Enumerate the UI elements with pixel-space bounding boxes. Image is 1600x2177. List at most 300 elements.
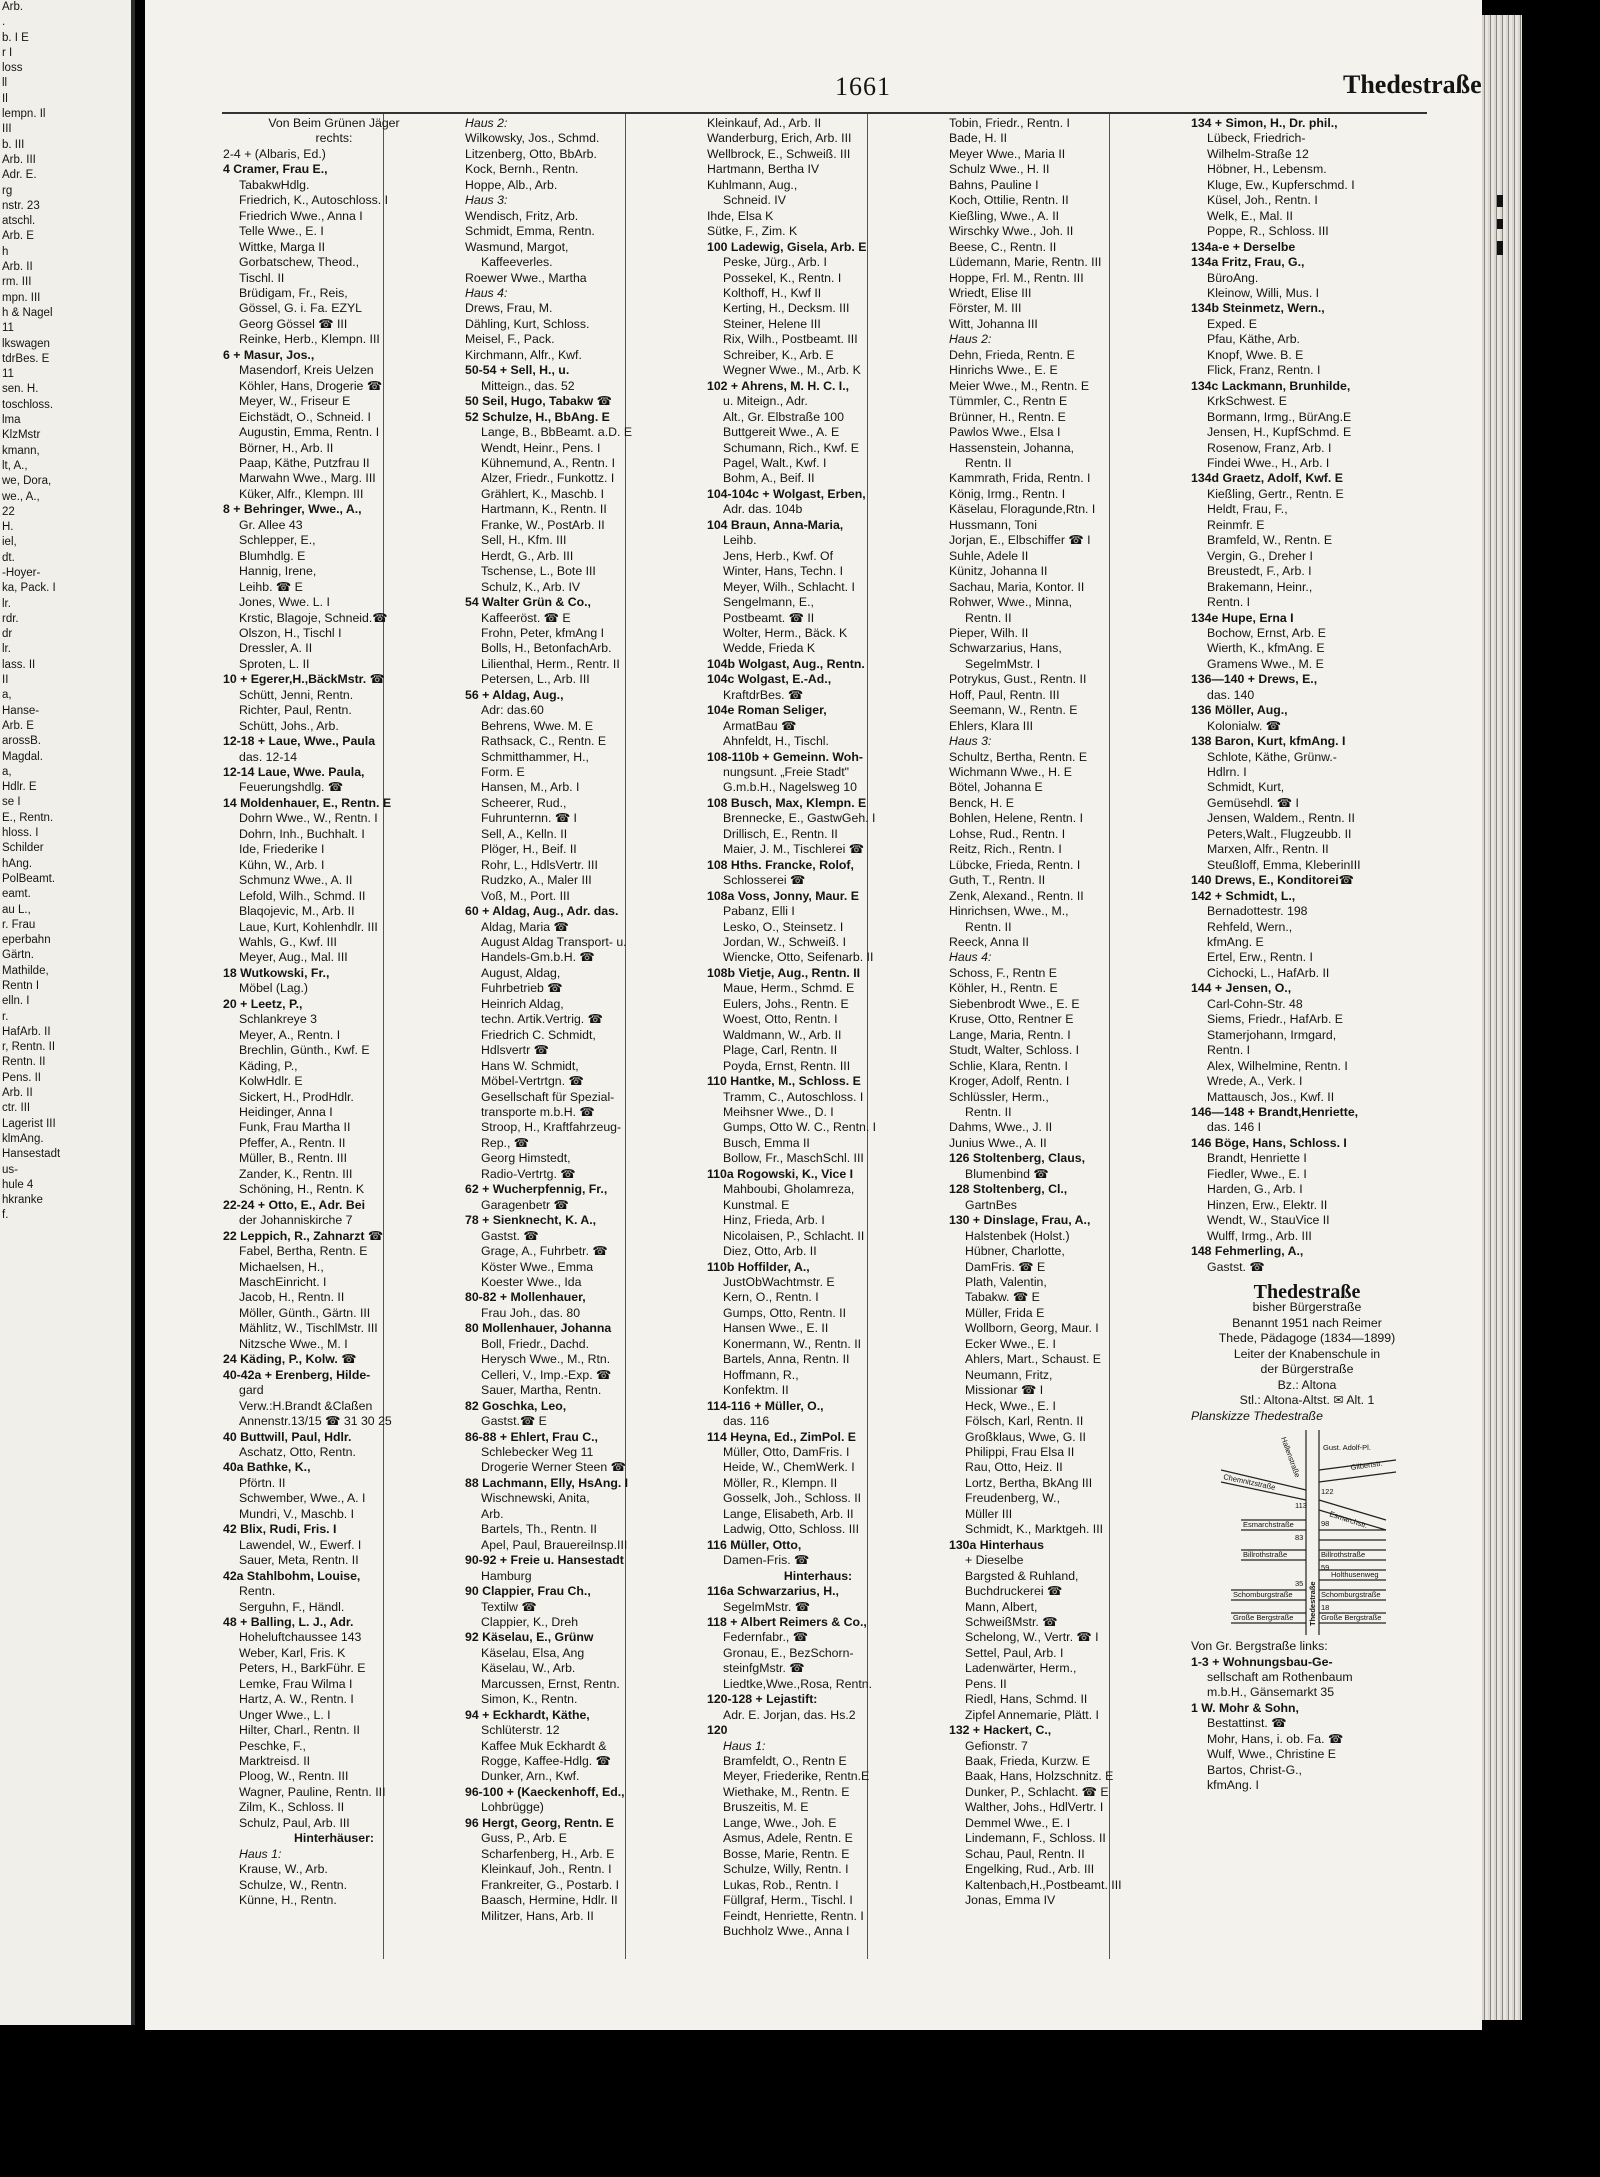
- directory-entry: 104-104c + Wolgast, Erben,: [707, 486, 866, 501]
- directory-entry: Blaqojevic, M., Arb. II: [239, 904, 355, 919]
- directory-entry: Schlote, Käthe, Grünw.-: [1207, 749, 1337, 764]
- directory-entry: Wasmund, Margot,: [465, 239, 569, 254]
- left-page-fragment: ctr. III: [2, 1102, 31, 1115]
- directory-entry: Höbner, H., Lebensm.: [1207, 162, 1327, 177]
- directory-entry: Rathsack, C., Rentn. E: [481, 734, 607, 749]
- directory-entry: Siebenbrodt Wwe., E. E: [949, 996, 1080, 1011]
- directory-entry: Meyer, Wilh., Schlacht. I: [723, 579, 855, 594]
- directory-entry: Sütke, F., Zim. K: [707, 224, 798, 239]
- directory-entry: Haus 1:: [239, 1846, 282, 1861]
- directory-entry: Rohr, L., HdlsVertr. III: [481, 857, 598, 872]
- directory-entry: Lohbrügge): [481, 1800, 544, 1815]
- directory-entry: Wellbrock, E., Schweiß. III: [707, 146, 851, 161]
- directory-entry: Laue, Kurt, Kohlenhdlr. III: [239, 919, 378, 934]
- directory-entry: 42 Blix, Rudi, Fris. I: [223, 1522, 337, 1537]
- directory-entry: Rentn. I: [1207, 595, 1251, 610]
- directory-entry: Rudzko, A., Maler III: [481, 873, 592, 888]
- directory-entry: Kießling, Wwe., A. II: [949, 208, 1060, 223]
- left-page-fragment: arossB.: [2, 735, 41, 748]
- directory-entry: SegelmMstr. ☎: [723, 1599, 811, 1614]
- directory-entry: 142 + Schmidt, L.,: [1191, 888, 1296, 903]
- directory-entry: Steiner, Helene III: [723, 316, 821, 331]
- directory-entry: 42a Stahlbohm, Louise,: [223, 1568, 361, 1583]
- directory-entry: Bartels, Th., Rentn. II: [481, 1522, 597, 1537]
- directory-entry: 8 + Behringer, Wwe., A.,: [223, 502, 362, 517]
- directory-entry: Jens, Herb., Kwf. Of: [723, 548, 834, 563]
- directory-entry: Freudenberg, W.,: [965, 1491, 1061, 1506]
- directory-entry: 120-128 + Lejastift:: [707, 1692, 818, 1707]
- directory-entry: Pfau, Käthe, Arb.: [1207, 332, 1300, 347]
- directory-entry: Küker, Alfr., Klempn. III: [239, 486, 364, 501]
- left-page-fragment: -Hoyer-: [2, 566, 41, 579]
- directory-entry: Lange, Elisabeth, Arb. II: [723, 1506, 854, 1521]
- directory-entry: Welk, E., Mal. II: [1207, 208, 1293, 223]
- directory-entry: Schwarzarius, Hans,: [949, 641, 1062, 656]
- directory-entry: Ladwig, Otto, Schloss. III: [723, 1522, 860, 1537]
- directory-entry: Wilhelm-Straße 12: [1207, 146, 1309, 161]
- directory-entry: 102 + Ahrens, M. H. C. I.,: [707, 378, 850, 393]
- directory-entry: Walther, Johs., HdlVertr. I: [965, 1800, 1104, 1815]
- directory-entry: 40 Buttwill, Paul, Hdlr.: [223, 1429, 352, 1444]
- directory-entry: Wriedt, Elise III: [949, 285, 1032, 300]
- directory-entry: 94 + Eckhardt, Käthe,: [465, 1707, 590, 1722]
- directory-entry: Harden, G., Arb. I: [1207, 1182, 1303, 1197]
- directory-entry: Hinterhaus:: [783, 1568, 853, 1583]
- directory-entry: das. 116: [723, 1414, 770, 1429]
- directory-entry: Müller III: [965, 1506, 1013, 1521]
- directory-entry: Studt, Walter, Schloss. I: [949, 1043, 1080, 1058]
- directory-entry: Haus 1:: [723, 1738, 766, 1753]
- directory-entry: 134e Hupe, Erna I: [1191, 610, 1294, 625]
- directory-entry: Waldmann, W., Arb. II: [723, 1027, 842, 1042]
- directory-entry: u. Miteign., Adr.: [723, 394, 808, 409]
- directory-entry: 96-100 + (Kaeckenhoff, Ed.,: [465, 1784, 625, 1799]
- directory-entry: Wendt, W., StauVice II: [1207, 1213, 1330, 1228]
- directory-entry: Müller, Otto, DamFris. I: [723, 1444, 850, 1459]
- directory-entry: 1 W. Mohr & Sohn,: [1191, 1700, 1299, 1715]
- street-info-box: [1191, 1280, 1423, 1794]
- directory-entry: Schmitthammer, H.,: [481, 749, 589, 764]
- directory-entry: Kühn, W., Arb. I: [239, 857, 325, 872]
- directory-entry: Schneid. IV: [723, 193, 786, 208]
- directory-entry: Kießling, Gertr., Rentn. E: [1207, 486, 1344, 501]
- directory-entry: 110b Hoffilder, A.,: [707, 1259, 810, 1274]
- directory-entry: Reinke, Herb., Klempn. III: [239, 332, 380, 347]
- directory-entry: 54 Walter Grün & Co.,: [465, 595, 591, 610]
- directory-entry: 132 + Hackert, C.,: [949, 1723, 1052, 1738]
- directory-entry: Hoppe, Frl. M., Rentn. III: [949, 270, 1084, 285]
- directory-entry: Gumps, Otto W. C., Rentn. I: [723, 1120, 877, 1135]
- directory-entry: Käding, P.,: [239, 1058, 298, 1073]
- directory-entry: Ide, Friederike I: [239, 842, 325, 857]
- directory-entry: Simon, K., Rentn.: [481, 1692, 578, 1707]
- left-page-fragment: lempn. Il: [2, 108, 46, 121]
- directory-entry: 146 Böge, Hans, Schloss. I: [1191, 1135, 1347, 1150]
- directory-entry: Demmel Wwe., E. I: [965, 1815, 1071, 1830]
- directory-entry: Friedrich C. Schmidt,: [481, 1027, 596, 1042]
- directory-entry: KrkSchwest. E: [1207, 394, 1287, 409]
- directory-entry: Schulze, Willy, Rentn. I: [723, 1862, 849, 1877]
- directory-entry: Sauer, Martha, Rentn.: [481, 1383, 602, 1398]
- directory-entry: Dohrn Wwe., W., Rentn. I: [239, 811, 378, 826]
- directory-entry: Schmunz Wwe., A. II: [239, 873, 353, 888]
- directory-entry: Dahms, Wwe., J. II: [949, 1120, 1053, 1135]
- map-label-grosse-berg-left: Große Bergstraße: [1233, 1613, 1294, 1623]
- directory-entry: 130a Hinterhaus: [949, 1537, 1045, 1552]
- directory-entry: Gramens Wwe., M. E: [1207, 656, 1324, 671]
- left-page-fragment: PolBeamt.: [2, 872, 56, 885]
- directory-entry: Feuerungshdlg. ☎: [239, 780, 344, 795]
- directory-entry: Lemke, Frau Wilma I: [239, 1676, 353, 1691]
- directory-entry: Hdlsvertr ☎: [481, 1043, 549, 1058]
- directory-entry: Mattausch, Jos., Kwf. II: [1207, 1089, 1335, 1104]
- directory-entry: Garagenbetr ☎: [481, 1197, 569, 1212]
- left-page-fragment: mpn. III: [2, 291, 41, 304]
- directory-entry: 108-110b + Gemeinn. Woh-: [707, 749, 863, 764]
- directory-entry: Wollborn, Georg, Maur. I: [965, 1321, 1099, 1336]
- directory-entry: Jacob, H., Rentn. II: [239, 1290, 345, 1305]
- directory-entry: Ahlers, Mart., Schaust. E: [965, 1352, 1101, 1367]
- directory-entry: Gumps, Otto, Rentn. II: [723, 1305, 847, 1320]
- directory-entry: Annenstr.13/15 ☎ 31 30 25: [239, 1414, 392, 1429]
- directory-entry: Wulff, Irmg., Arb. III: [1207, 1228, 1312, 1243]
- left-page-fragment: us-: [2, 1163, 18, 1176]
- directory-entry: Kluge, Ew., Kupferschmd. I: [1207, 177, 1355, 192]
- directory-entry: Dunker, Arn., Kwf.: [481, 1769, 580, 1784]
- directory-entry: Hansen Wwe., E. II: [723, 1321, 829, 1336]
- directory-entry: Schwember, Wwe., A. I: [239, 1491, 366, 1506]
- left-page-fragment: Il: [2, 92, 8, 105]
- directory-entry: Feindt, Henriette, Rentn. I: [723, 1908, 864, 1923]
- directory-entry: Buttgereit Wwe., A. E: [723, 425, 840, 440]
- directory-entry: Frohn, Peter, kfmAng I: [481, 625, 605, 640]
- directory-entry: Hinzen, Erw., Elektr. II: [1207, 1197, 1328, 1212]
- directory-entry: transporte m.b.H. ☎: [481, 1105, 595, 1119]
- directory-entry: Kammrath, Frida, Rentn. I: [949, 471, 1091, 486]
- left-page-fragment: HafArb. II: [2, 1025, 51, 1038]
- left-page-fragment: f.: [2, 1209, 9, 1222]
- directory-entry: Möbel (Lag.): [239, 981, 309, 996]
- directory-entry: Konfektm. II: [723, 1383, 789, 1398]
- directory-entry: Haus 4:: [465, 285, 508, 300]
- directory-entry: Sengelmann, E.,: [723, 595, 814, 610]
- directory-entry: Clappier, K., Dreh: [481, 1614, 579, 1629]
- directory-entry: Kaffeeverles.: [481, 255, 553, 270]
- directory-entry: 108b Vietje, Aug., Rentn. II: [707, 965, 861, 980]
- directory-entry: Pabanz, Elli I: [723, 904, 795, 919]
- directory-entry: 138 Baron, Kurt, kfmAng. I: [1191, 734, 1346, 749]
- directory-entry: Halstenbek (Holst.): [965, 1228, 1070, 1243]
- directory-entry: Petersen, L., Arb. III: [481, 672, 590, 687]
- left-page-fragment: Arb. E: [2, 719, 34, 732]
- directory-entry: Pieper, Wilh. II: [949, 625, 1029, 640]
- directory-entry: 14 Moldenhauer, E., Rentn. E: [223, 795, 392, 810]
- directory-entry: Ahnfeldt, H., Tischl.: [723, 734, 829, 749]
- directory-entry: KraftdrBes. ☎: [723, 687, 804, 702]
- directory-entry: 50 Seil, Hugo, Tabakw ☎: [465, 394, 612, 409]
- directory-entry: Litzenberg, Otto, BbArb.: [465, 146, 597, 161]
- binding-marks: [1495, 195, 1505, 275]
- directory-entry: Adr. E. Jorjan, das. Hs.2: [723, 1707, 856, 1722]
- directory-entry: Füllgraf, Herm., Tischl. I: [723, 1893, 853, 1908]
- directory-entry: Poppe, R., Schloss. III: [1207, 224, 1329, 239]
- left-page-fragment: sen. H.: [2, 383, 39, 396]
- directory-entry: Frankreiter, G., Postarb. I: [481, 1877, 620, 1892]
- directory-entry: Vergin, G., Dreher I: [1207, 548, 1313, 563]
- directory-entry: Hartz, A. W., Rentn. I: [239, 1692, 354, 1707]
- map-label-gilbert: Gilbertstr.: [1350, 1458, 1384, 1473]
- directory-entry: 48 + Balling, L. J., Adr.: [223, 1614, 354, 1629]
- directory-entry: Wanderburg, Erich, Arb. III: [707, 131, 852, 146]
- left-page-fragment: hule 4: [2, 1178, 34, 1191]
- directory-entry: Bargsted & Ruhland,: [965, 1568, 1079, 1583]
- directory-entry: Stroop, H., Kraftfahrzeug-: [481, 1120, 622, 1135]
- directory-entry: Schlosserei ☎: [723, 873, 806, 888]
- directory-entry: 82 Goschka, Leo,: [465, 1398, 567, 1413]
- directory-entry: Gastst. ☎: [1207, 1259, 1265, 1274]
- directory-entry: Alex, Wilhelmine, Rentn. I: [1207, 1058, 1348, 1073]
- directory-entry: König, Irmg., Rentn. I: [949, 486, 1066, 501]
- directory-column-1: [223, 116, 445, 1956]
- directory-entry: Rentn. II: [965, 455, 1012, 470]
- directory-entry: Kühnemund, A., Rentn. I: [481, 455, 615, 470]
- directory-entry: Wendt, Heinr., Pens. I: [481, 440, 601, 455]
- directory-entry: 96 Hergt, Georg, Rentn. E: [465, 1815, 614, 1830]
- map-number: 59: [1321, 1563, 1330, 1573]
- map-label-schomburg-right: Schomburgstraße: [1321, 1590, 1381, 1600]
- directory-entry: Georg Himstedt,: [481, 1151, 571, 1166]
- directory-entry: Diez, Otto, Arb. II: [723, 1244, 817, 1259]
- directory-entry: Hansen, M., Arb. I: [481, 780, 580, 795]
- directory-entry: Nicolaisen, P., Schlacht. II: [723, 1228, 865, 1243]
- directory-entry: 88 Lachmann, Elly, HsAng. I: [465, 1475, 629, 1490]
- directory-entry: Baak, Frieda, Kurzw. E: [965, 1754, 1091, 1769]
- left-page-fragment: lass. II: [2, 658, 36, 671]
- directory-entry: Gronau, E., BezSchorn-: [723, 1645, 854, 1660]
- street-after-entries: [1191, 1639, 1423, 1794]
- directory-entry: Baasch, Hermine, Hdlr. II: [481, 1893, 618, 1908]
- directory-entry: Mitteign., das. 52: [481, 378, 575, 393]
- directory-entry: Rentn.: [239, 1584, 276, 1599]
- directory-entry: Kunstmal. E: [723, 1197, 790, 1212]
- directory-entry: Wagner, Pauline, Rentn. III: [239, 1784, 386, 1799]
- directory-entry: 1-3 + Wohnungsbau-Ge-: [1191, 1654, 1333, 1669]
- directory-entry: August Aldag Transport- u.: [481, 935, 627, 950]
- directory-entry: Eulers, Johs., Rentn. E: [723, 996, 849, 1011]
- left-page-fragment: rdr.: [2, 612, 19, 625]
- directory-entry: Ehlers, Klara III: [949, 718, 1034, 733]
- directory-entry: Pagel, Walt., Kwf. I: [723, 455, 827, 470]
- directory-entry: Eichstädt, O., Schneid. I: [239, 409, 371, 424]
- directory-entry: Peters,Walt., Flugzeubb. II: [1207, 826, 1352, 841]
- directory-entry: 120: [707, 1723, 728, 1738]
- directory-entry: Riedl, Hans, Schmd. II: [965, 1692, 1088, 1707]
- directory-entry: das. 140: [1207, 687, 1255, 702]
- left-page-fragment: Lagerist III: [2, 1117, 56, 1130]
- directory-entry: Bramfeld, W., Rentn. E: [1207, 533, 1333, 548]
- left-page-fragment: b. I E: [2, 31, 29, 44]
- directory-entry: Boll, Friedr., Dachd.: [481, 1336, 589, 1351]
- directory-entry: Wierth, K., kfmAng. E: [1207, 641, 1325, 656]
- directory-entry: Schreiber, K., Arb. E: [723, 347, 834, 362]
- directory-entry: Bormann, Irmg., BürAng.E: [1207, 409, 1352, 424]
- directory-entry: Wittke, Marga II: [239, 239, 326, 254]
- directory-entry: Rosenow, Franz, Arb. I: [1207, 440, 1332, 455]
- directory-entry: Reinmfr. E: [1207, 517, 1265, 532]
- directory-entry: Plage, Carl, Rentn. II: [723, 1043, 838, 1058]
- left-page-fragment: Arb. E: [2, 230, 34, 243]
- directory-entry: Roewer Wwe., Martha: [465, 270, 587, 285]
- directory-entry: Federnfabr., ☎: [723, 1630, 809, 1645]
- directory-entry: Wiethake, M., Rentn. E: [723, 1784, 850, 1799]
- directory-entry: Mahboubi, Gholamreza,: [723, 1182, 855, 1197]
- directory-entry: Fuhrunternn. ☎ I: [481, 811, 577, 826]
- directory-entry: Adr: das.60: [481, 703, 544, 718]
- directory-entry: 62 + Wucherpfennig, Fr.,: [465, 1182, 608, 1197]
- directory-entry: Suhle, Adele II: [949, 548, 1029, 563]
- directory-entry: Schmidt, Emma, Rentn.: [465, 224, 595, 239]
- directory-entry: Peschke, F.,: [239, 1738, 306, 1753]
- directory-entry: 136—140 + Drews, E.,: [1191, 672, 1318, 687]
- directory-entry: Georg Gössel ☎ III: [239, 316, 348, 331]
- directory-entry: Käselau, W., Arb.: [481, 1661, 576, 1676]
- directory-entry: Heck, Wwe., E. I: [965, 1398, 1056, 1413]
- directory-entry: Drews, Frau, M.: [465, 301, 553, 316]
- left-page-fragment: hAng.: [2, 857, 33, 870]
- directory-entry: 90 Clappier, Frau Ch.,: [465, 1584, 591, 1599]
- directory-entry: Bramfeldt, O., Rentn E: [723, 1754, 847, 1769]
- directory-entry: Möbel-Vertrtgn. ☎: [481, 1074, 584, 1089]
- directory-entry: Guth, T., Rentn. II: [949, 873, 1046, 888]
- directory-entry: Haus 2:: [949, 332, 992, 347]
- left-page-fragment: we., A.,: [2, 490, 40, 503]
- left-page-fragment: lma: [2, 414, 21, 427]
- directory-entry: Brennecke, E., GastwGeh. I: [723, 811, 876, 826]
- directory-entry: 86-88 + Ehlert, Frau C.,: [465, 1429, 598, 1444]
- directory-entry: Meyer, Friederike, Rentn.E: [723, 1769, 870, 1784]
- directory-entry: Gefionstr. 7: [965, 1738, 1028, 1753]
- directory-entry: Kolonialw. ☎: [1207, 718, 1282, 733]
- street-description-line: Benannt 1951 nach Reimer: [1232, 1315, 1382, 1330]
- directory-entry: Haus 2:: [465, 116, 508, 130]
- directory-entry: Pfeffer, A., Rentn. II: [239, 1135, 346, 1150]
- directory-entry: Celleri, V., Imp.-Exp. ☎: [481, 1367, 612, 1382]
- directory-entry: Schau, Paul, Rentn. II: [965, 1846, 1085, 1861]
- directory-entry: Bestattinst. ☎: [1207, 1716, 1287, 1731]
- left-page-fragment: Pens. II: [2, 1071, 41, 1084]
- left-page-fragment: 11: [2, 368, 14, 381]
- left-page-fragment: ka, Pack. I: [2, 582, 56, 595]
- left-page-fragment: dr: [2, 628, 13, 641]
- directory-entry: 60 + Aldag, Aug., Adr. das.: [465, 904, 619, 919]
- directory-entry: Hdlrn. I: [1207, 765, 1247, 780]
- left-page-fragment: rg: [2, 184, 13, 197]
- directory-entry: Schulz Wwe., H. II: [949, 162, 1050, 177]
- directory-entry: 40a Bathke, K.,: [223, 1460, 311, 1475]
- directory-entry: Flick, Franz, Rentn. I: [1207, 363, 1321, 378]
- directory-entry: G.m.b.H., Nagelsweg 10: [723, 780, 857, 795]
- left-page-fragment: lr.: [2, 643, 11, 656]
- directory-entry: Möller, Günth., Gärtn. III: [239, 1305, 371, 1320]
- left-page-fragment: nstr. 23: [2, 199, 40, 212]
- directory-entry: Form. E: [481, 765, 525, 780]
- directory-entry: Kleinow, Willi, Mus. I: [1207, 285, 1320, 300]
- directory-entry: Bötel, Johanna E: [949, 780, 1043, 795]
- directory-entry: 108 Hths. Francke, Rolof,: [707, 857, 854, 872]
- directory-entry: Schöning, H., Rentn. K: [239, 1182, 365, 1197]
- left-page-fragment: r.: [2, 1010, 9, 1023]
- directory-entry: Krstic, Blagoje, Schneid.☎: [239, 610, 388, 625]
- directory-entry: Verw.:H.Brandt &Claßen: [239, 1398, 373, 1413]
- left-page-fragment: atschl.: [2, 215, 36, 228]
- directory-entry: Lange, B., BbBeamt. a.D. E: [481, 425, 633, 440]
- directory-entry: Lawendel, W., Ewerf. I: [239, 1537, 362, 1552]
- directory-entry: Blumhdlg. E: [239, 548, 306, 563]
- directory-entry: Rentn. I: [1207, 1043, 1251, 1058]
- directory-entry: 56 + Aldag, Aug.,: [465, 687, 564, 702]
- directory-entry: nungsunt. „Freie Stadt": [723, 765, 850, 780]
- directory-entry: Hoff, Paul, Rentn. III: [949, 687, 1060, 702]
- directory-entry: Wilkowsky, Jos., Schmd.: [465, 131, 600, 146]
- directory-entry: Bernadottestr. 198: [1207, 904, 1308, 919]
- directory-entry: Bohlen, Helene, Rentn. I: [949, 811, 1083, 826]
- directory-entry: Kaltenbach,H.,Postbeamt. III: [965, 1877, 1122, 1892]
- directory-entry: 114-116 + Müller, O.,: [707, 1398, 824, 1413]
- directory-entry: Exped. E: [1207, 316, 1257, 331]
- directory-entry: Bohm, A., Beif. II: [723, 471, 815, 486]
- directory-entry: Jorjan, E., Elbschiffer ☎ I: [949, 533, 1091, 548]
- directory-entry: Mohr, Hans, i. ob. Fa. ☎: [1207, 1731, 1344, 1746]
- left-page-fragment: klmAng.: [2, 1132, 44, 1145]
- directory-entry: Lindemann, F., Schloss. II: [965, 1831, 1106, 1846]
- directory-entry: Wrede, A., Verk. I: [1207, 1074, 1303, 1089]
- directory-entry: Dähling, Kurt, Schloss.: [465, 316, 590, 331]
- directory-entry: Fuhrbetrieb ☎: [481, 981, 563, 996]
- directory-entry: Wischnewski, Anita,: [481, 1491, 590, 1506]
- directory-entry: Mählitz, W., TischlMstr. III: [239, 1321, 378, 1336]
- directory-entry: Hinrichs Wwe., E. E: [949, 363, 1058, 378]
- directory-entry: Schlüterstr. 12: [481, 1723, 560, 1738]
- directory-entry: Alt., Gr. Elbstraße 100: [723, 409, 844, 424]
- directory-entry: 2-4 + (Albaris, Ed.): [223, 146, 326, 161]
- directory-entry: BüroAng.: [1207, 270, 1259, 285]
- directory-entry: 22 Leppich, R., Zahnarzt ☎: [223, 1228, 384, 1243]
- directory-entry: Heinrich Aldag,: [481, 996, 564, 1011]
- directory-entry: Beese, C., Rentn. II: [949, 239, 1057, 254]
- directory-entry: rechts:: [315, 131, 353, 146]
- directory-entry: Dunker, P., Schlacht. ☎ E: [965, 1784, 1109, 1799]
- directory-entry: 90-92 + Freie u. Hansestadt: [465, 1553, 624, 1568]
- directory-entry: Rohwer, Wwe., Minna,: [949, 595, 1073, 610]
- directory-entry: Kleinkauf, Joh., Rentn. I: [481, 1862, 612, 1877]
- directory-entry: Künne, H., Rentn.: [239, 1893, 337, 1908]
- left-page-fragment: .: [2, 16, 6, 29]
- directory-entry: Plöger, H., Beif. II: [481, 842, 577, 857]
- left-page-fragment: Mathilde,: [2, 964, 49, 977]
- directory-entry: Seemann, W., Rentn. E: [949, 703, 1078, 718]
- directory-entry: Scharfenberg, H., Arb. E: [481, 1846, 615, 1861]
- directory-entry: Schütt, Johs., Arb.: [239, 718, 339, 733]
- directory-entry: Ladenwärter, Herm.,: [965, 1661, 1077, 1676]
- directory-entry: Wichmann Wwe., H. E: [949, 765, 1072, 780]
- directory-entry: 104b Wolgast, Aug., Rentn.: [707, 656, 865, 671]
- directory-entry: Rogge, Kaffee-Hdlg. ☎: [481, 1754, 611, 1769]
- directory-entry: Hartmann, Bertha IV: [707, 162, 820, 177]
- directory-entry: 12-18 + Laue, Wwe., Paula: [223, 734, 376, 749]
- directory-entry: Lefold, Wilh., Schmd. II: [239, 888, 366, 903]
- directory-entry: 144 + Jensen, O.,: [1191, 981, 1292, 996]
- directory-entry: Grählert, K., Maschb. I: [481, 486, 605, 501]
